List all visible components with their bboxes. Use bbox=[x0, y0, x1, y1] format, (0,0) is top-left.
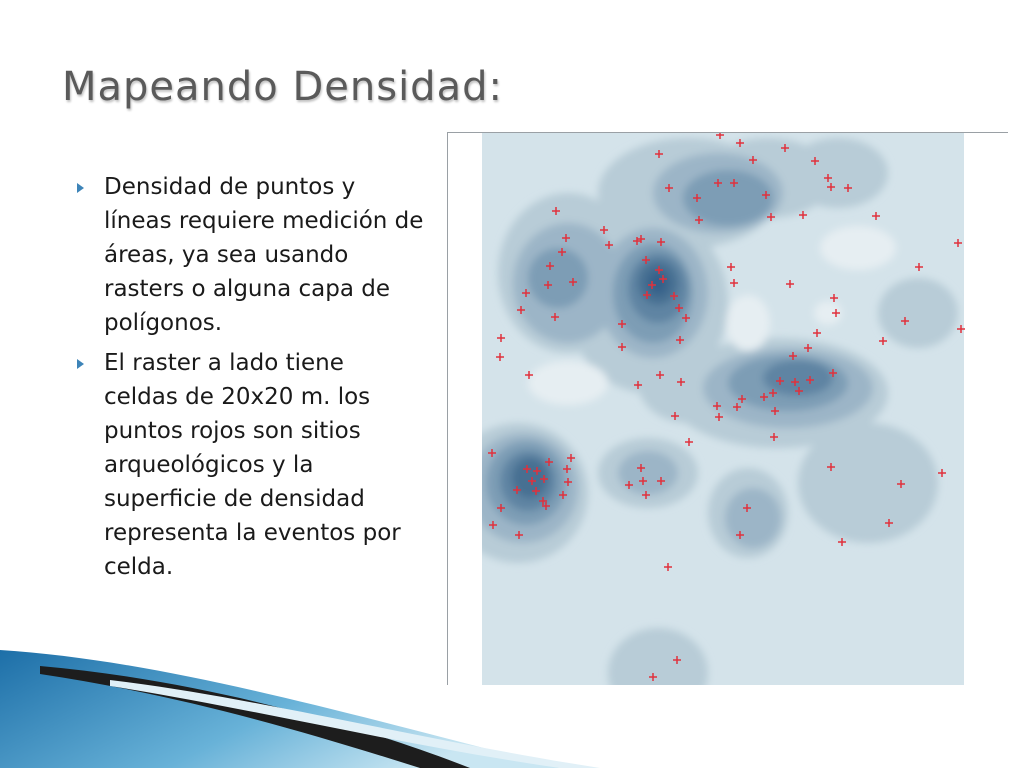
slide-title: Mapeando Densidad: bbox=[62, 64, 503, 110]
bullet-item bbox=[74, 170, 424, 340]
bullet-text: El raster a lado tiene celdas de 20x20 m. los puntos rojos son sitios arqueológicos y la superficie de densidad representa la eventos por celda. bbox=[104, 350, 401, 580]
density-low-area bbox=[726, 295, 770, 351]
density-low-area bbox=[528, 361, 608, 405]
bullet-item bbox=[74, 346, 424, 584]
bullet-list bbox=[74, 170, 424, 590]
density-contour bbox=[725, 488, 781, 548]
density-contour bbox=[528, 248, 588, 308]
density-raster-map bbox=[447, 132, 1008, 685]
density-low-area bbox=[820, 226, 896, 270]
triangle-bullet-icon bbox=[77, 183, 84, 193]
density-contour bbox=[788, 138, 888, 208]
bullet-text: Densidad de puntos y líneas requiere medición de áreas, ya sea usando rasters o alguna capa de polígonos. bbox=[104, 174, 424, 336]
density-contour bbox=[618, 451, 678, 495]
decorative-swoosh bbox=[0, 640, 1024, 768]
density-contour bbox=[878, 278, 958, 348]
triangle-bullet-icon bbox=[77, 359, 84, 369]
density-contour bbox=[648, 271, 668, 295]
density-contour bbox=[798, 423, 938, 543]
